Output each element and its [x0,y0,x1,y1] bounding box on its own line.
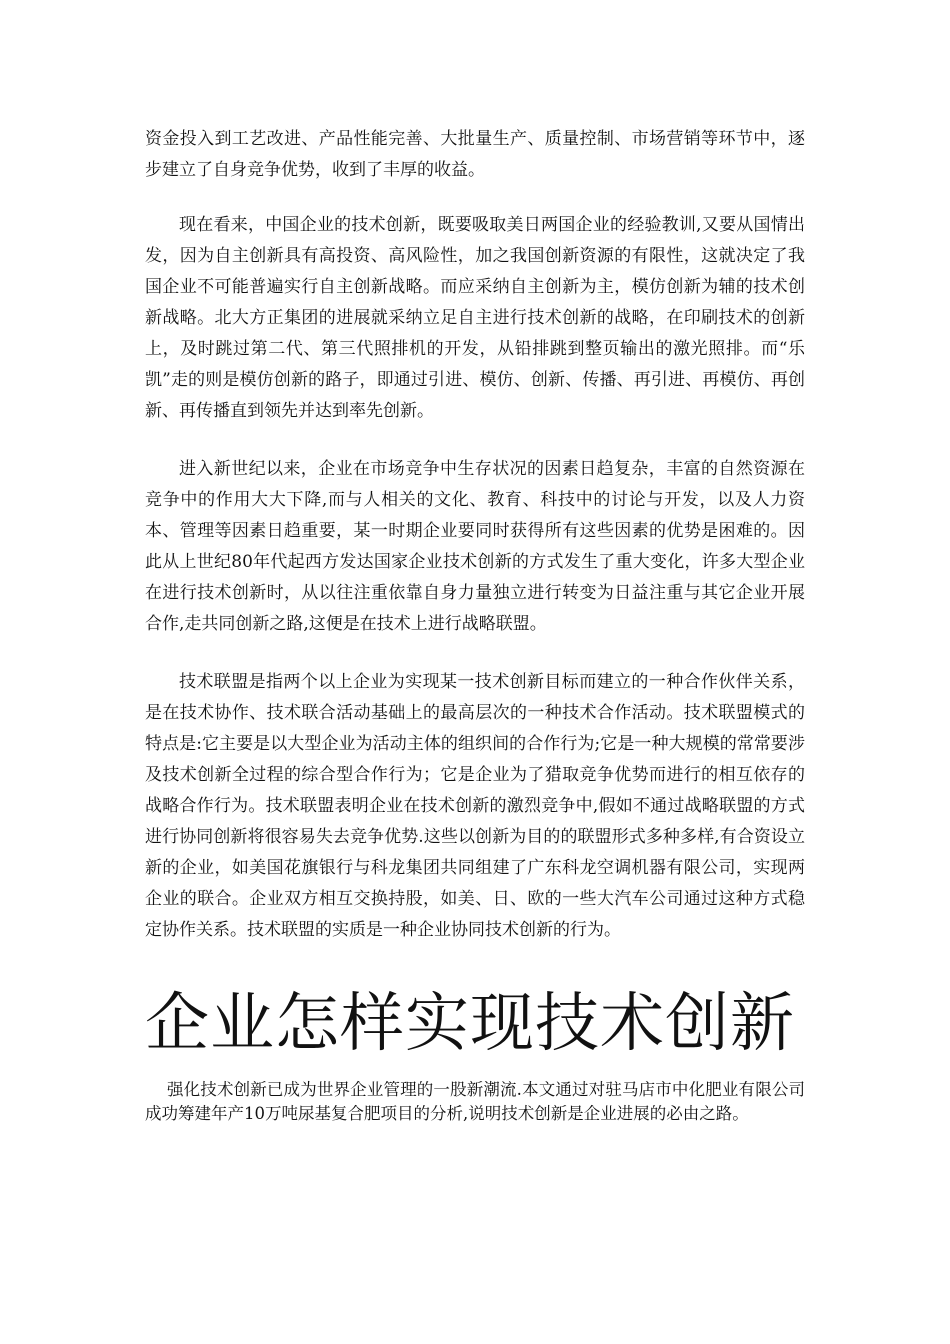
section-summary: 强化技术创新已成为世界企业管理的一股新潮流.本文通过对驻马店市中化肥业有限公司成功筹建年产10万吨尿基复合肥项目的分析,说明技术创新是企业进展的必由之路。 [145,1080,805,1123]
body-paragraph-2: 现在看来，中国企业的技术创新，既要吸取美日两国企业的经验教训,又要从国情出发，因为自主创新具有高投资、高风险性，加之我国创新资源的有限性，这就决定了我国企业不可能普遍实行自主创新战略。而应采纳自主创新为主，模仿创新为辅的技术创新战略。北大方正集团的进展就采纳立足自主进行技术创新的战略，在印刷技术的创新上，及时跳过第二代、第三代照排机的开发，从铅排跳到整页输出的激光照排。而“乐凯”走的则是模仿创新的路子，即通过引进、模仿、创新、传播、再引进、再模仿、再创新、再传播直到领先并达到率先创新。 [145,215,805,421]
body-paragraph-3: 进入新世纪以来，企业在市场竞争中生存状况的因素日趋复杂，丰富的自然资源在竞争中的作用大大下降,而与人相关的文化、教育、科技中的讨论与开发，以及人力资本、管理等因素日趋重要，某一时期企业要同时获得所有这些因素的优势是困难的。因此从上世纪80年代起西方发达国家企业技术创新的方式发生了重大变化，许多大型企业在进行技术创新时，从以往注重依靠自身力量独立进行转变为日益注重与其它企业开展合作,走共同创新之路,这便是在技术上进行战略联盟。 [145,459,805,634]
body-paragraph-1: 资金投入到工艺改进、产品性能完善、大批量生产、质量控制、市场营销等环节中，逐步建立了自身竞争优势，收到了丰厚的收益。 [145,129,805,180]
body-paragraph-4: 技术联盟是指两个以上企业为实现某一技术创新目标而建立的一种合作伙伴关系，是在技术协作、技术联合活动基础上的最高层次的一种技术合作活动。技术联盟模式的特点是:它主要是以大型企业为活动主体的组织间的合作行为;它是一种大规模的常常要涉及技术创新全过程的综合型合作行为；它是企业为了猎取竞争优势而进行的相互依存的战略合作行为。技术联盟表明企业在技术创新的激烈竞争中,假如不通过战略联盟的方式进行协同创新将很容易失去竞争优势.这些以创新为目的的联盟形式多种多样,有合资设立新的企业，如美国花旗银行与科龙集团共同组建了广东科龙空调机器有限公司，实现两企业的联合。企业双方相互交换持股，如美、日、欧的一些大汽车公司通过这种方式稳定协作关系。技术联盟的实质是一种企业协同技术创新的行为。 [145,672,805,940]
section-heading: 企业怎样实现技术创新 [145,987,795,1061]
